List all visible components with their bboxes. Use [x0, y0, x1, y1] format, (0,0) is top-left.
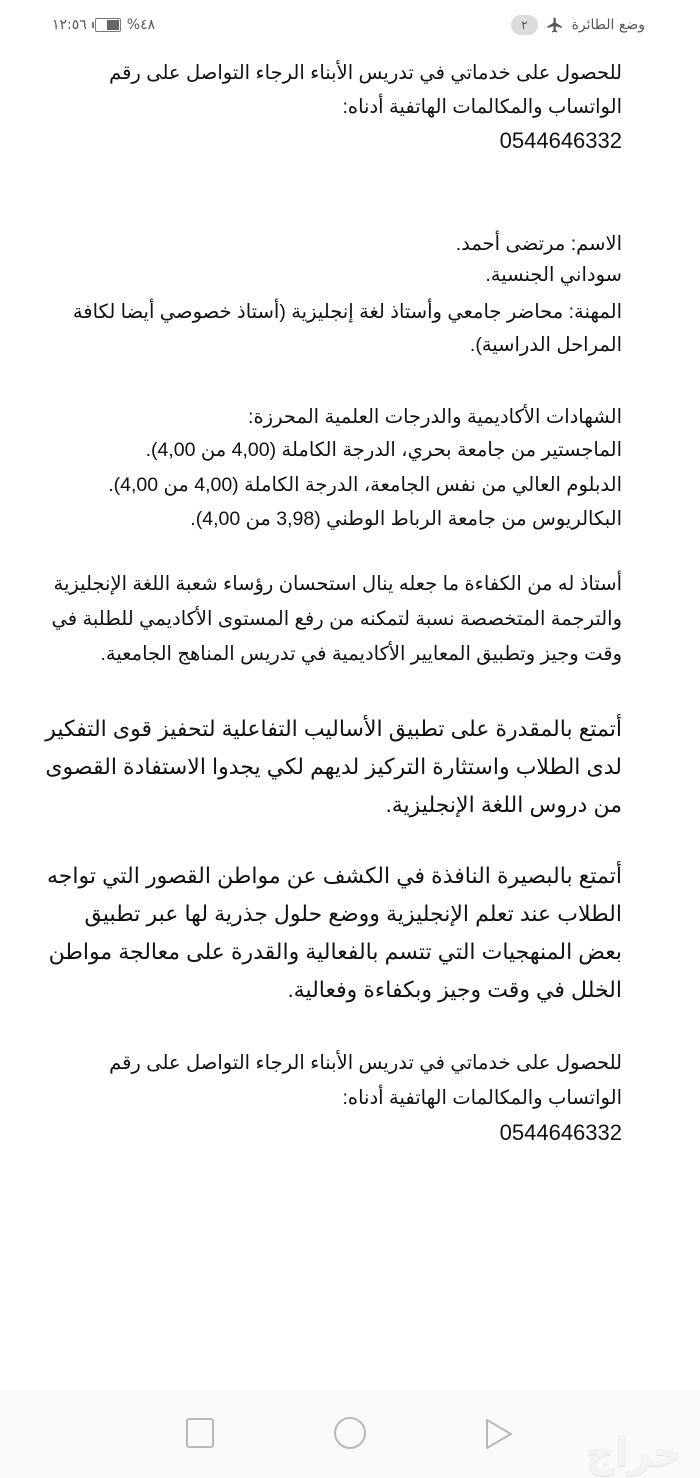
methods-line: أتمتع بالمقدرة على تطبيق الأساليب التفاعلية لتحفيز قوى التفكير	[45, 716, 622, 741]
insight-line: أتمتع بالبصيرة النافذة في الكشف عن مواطن القصور التي تواجه	[46, 863, 622, 888]
status-left	[52, 15, 155, 35]
back-button[interactable]	[484, 1417, 514, 1451]
insight-line: الطلاب عند تعلم الإنجليزية ووضع حلول جذرية لها عبر تطبيق	[84, 901, 622, 926]
competence-line: أستاذ له من الكفاءة ما جعله ينال استحسان رؤساء شعبة اللغة الإنجليزية	[53, 573, 622, 595]
status-bar	[0, 0, 700, 50]
haraj-watermark: حراج	[585, 1430, 682, 1476]
status-right	[511, 15, 645, 35]
phone-number[interactable]: 0544646332	[499, 128, 622, 153]
recents-button[interactable]	[186, 1418, 214, 1448]
airplane-mode-label: وضع الطائرة	[571, 17, 645, 33]
personal-profession: المهنة: محاضر جامعي وأستاذ لغة إنجليزية (أستاذ خصوصي أيضا لكافة	[72, 301, 622, 323]
personal-name: الاسم: مرتضى أحمد.	[455, 233, 622, 255]
outro-line: للحصول على خدماتي في تدريس الأبناء الرجاء التواصل على رقم	[109, 1052, 622, 1074]
battery-percent: %٤٨	[126, 17, 156, 33]
personal-profession-cont: المراحل الدراسية).	[469, 334, 622, 356]
insight-line: بعض المنهجيات التي تتسم بالفعالية والقدرة على معالجة مواطن	[48, 939, 622, 964]
personal-nationality: سوداني الجنسية.	[485, 264, 622, 286]
certificate-item: الدبلوم العالي من نفس الجامعة، الدرجة الكاملة (4,00 من 4,00).	[108, 474, 622, 496]
notification-count-badge: ٢	[511, 15, 537, 35]
competence-line: وقت وجيز وتطبيق المعايير الأكاديمية في تدريس المناهج الجامعية.	[100, 643, 622, 665]
clock: ١٢:٥٦	[52, 17, 87, 33]
certificates-heading: الشهادات الأكاديمية والدرجات العلمية المحرزة:	[248, 406, 622, 428]
intro-line: الواتساب والمكالمات الهاتفية أدناه:	[342, 96, 622, 118]
battery-icon	[95, 18, 121, 32]
certificate-item: البكالريوس من جامعة الرباط الوطني (3,98 من 4,00).	[190, 508, 622, 530]
methods-line: من دروس اللغة الإنجليزية.	[385, 792, 622, 817]
home-button[interactable]	[334, 1417, 366, 1449]
intro-line: للحصول على خدماتي في تدريس الأبناء الرجاء التواصل على رقم	[109, 62, 622, 84]
outro-line: الواتساب والمكالمات الهاتفية أدناه:	[342, 1087, 622, 1109]
competence-line: والترجمة المتخصصة نسبة لتمكنه من رفع المستوى الأكاديمي للطلبة في	[51, 608, 622, 630]
certificate-item: الماجستير من جامعة بحري، الدرجة الكاملة (4,00 من 4,00).	[145, 439, 622, 461]
methods-line: لدى الطلاب واستثارة التركيز لديهم لكي يجدوا الاستفادة القصوى	[45, 754, 622, 779]
insight-line: الخلل في وقت وجيز وبكفاءة وفعالية.	[287, 977, 622, 1002]
phone-number[interactable]: 0544646332	[499, 1120, 622, 1145]
airplane-icon	[544, 16, 566, 34]
